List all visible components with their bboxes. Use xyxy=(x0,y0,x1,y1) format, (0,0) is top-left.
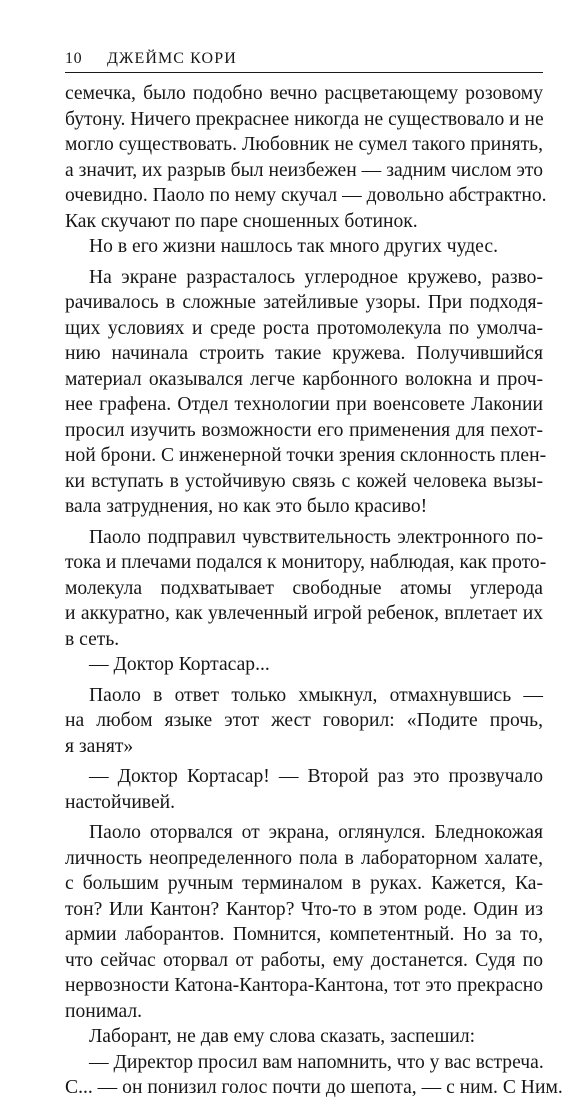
text-line: ной брони. С инженерной точки зрения склонность плен- xyxy=(65,445,547,466)
text-line: личность неопределенного пола в лабораторном халате, xyxy=(65,847,543,869)
text-line: — Доктор Кортасар... xyxy=(89,654,270,675)
book-author: ДЖЕЙМС КОРИ xyxy=(107,50,237,67)
text-line: могло существовать. Любовник не сумел такого принять, xyxy=(65,134,543,155)
text-line: настойчивей. xyxy=(65,791,176,813)
text-line: вала затруднения, но как это было красиво! xyxy=(65,496,428,517)
text-line: нее графена. Отдел технологии при военсовете Лаконии xyxy=(65,394,543,415)
text-line: семечка, было подобно вечно расцветающему розовому xyxy=(65,83,543,104)
text-line: в сеть. xyxy=(65,628,120,650)
text-line: Как скучают по паре сношенных ботинок. xyxy=(65,210,418,232)
text-line: Паоло в ответ только хмыкнул, отмахнувшись — xyxy=(89,684,543,706)
text-line: щих условиях и среде роста протомолекула по умолча- xyxy=(65,317,543,339)
text-line: Паоло оторвался от экрана, оглянулся. Бледнокожая xyxy=(89,822,543,843)
text-line: а значит, их разрыв был неизбежен — задним числом это xyxy=(65,159,543,181)
text-line: С... — он понизил голос почти до шепота, — с ним. С Ним. xyxy=(65,1077,563,1098)
running-head xyxy=(65,48,543,73)
text-line: рачивалось в сложные затейливые узоры. При подходя- xyxy=(65,292,543,313)
text-line: ки вступать в устойчивую связь с кожей человека вызы- xyxy=(65,470,543,492)
text-line: — Доктор Кортасар! — Второй раз это прозвучало xyxy=(89,766,543,787)
text-line: нервозности Катона-Кантора-Кантона, тот это прекрасно xyxy=(65,975,543,996)
text-line: и аккуратно, как увлеченный игрой ребенок, вплетает их xyxy=(65,603,543,624)
text-line: понимал. xyxy=(65,1000,143,1022)
text-line: нию начинала строить такие кружева. Получившийся xyxy=(65,343,543,364)
text-line: я занят» xyxy=(65,735,134,757)
text-line: просил изучить возможности его применения для пехот- xyxy=(65,419,543,441)
text-line: тон? Или Кантон? Кантор? Что-то в этом роде. Один из xyxy=(65,898,543,920)
text-line: материал оказывался легче карбонного волокна и проч- xyxy=(65,368,543,390)
text-line: Лаборант, не дав ему слова сказать, заспешил: xyxy=(89,1026,476,1047)
text-line: очевидно. Паоло по нему скучал — довольно абстрактно. xyxy=(65,185,547,206)
text-line: тока и плечами подался к монитору, наблюдая, как прото- xyxy=(65,552,547,573)
text-line: армии лаборантов. Помнится, компетентный. Но за то, xyxy=(65,924,543,945)
text-line: — Директор просил вам напомнить, что у вас встреча. xyxy=(89,1051,544,1073)
text-line: На экране разрасталось углеродное кружево, разво- xyxy=(89,266,543,288)
text-line: Паоло подправил чувствительность электронного по- xyxy=(89,526,543,548)
text-line: Но в его жизни нашлось так много других чудес. xyxy=(89,236,498,257)
page-number: 10 xyxy=(65,50,83,67)
text-line: с большим ручным терминалом в руках. Кажется, Ка- xyxy=(65,873,543,894)
text-line: что сейчас оторвал от работы, ему достанется. Судя по xyxy=(65,949,543,971)
text-line: бутону. Ничего прекраснее никогда не существовало и не xyxy=(65,108,544,130)
body-text xyxy=(65,81,563,1101)
text-line: на любом языке этот жест говорил: «Подите прочь, xyxy=(65,710,543,731)
text-line: молекула подхватывает свободные атомы углерода xyxy=(65,577,543,599)
